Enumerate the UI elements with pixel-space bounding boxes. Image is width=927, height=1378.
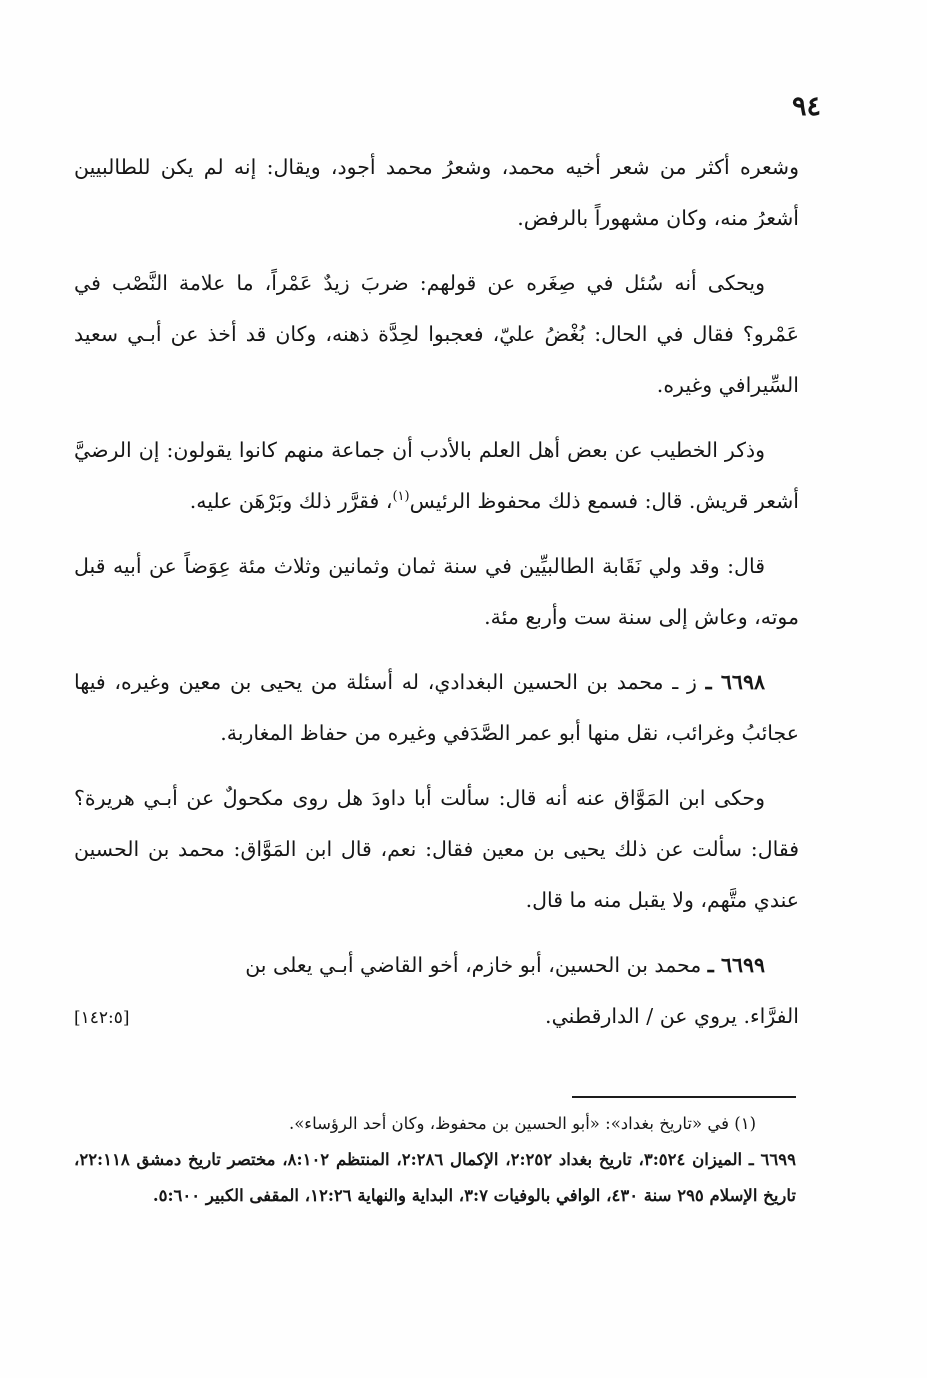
footnote-reference-1[interactable]: (١) — [392, 489, 410, 505]
paragraph-3 — [74, 425, 799, 527]
entry-6699-text: محمد بن الحسين، أبو خازم، أخو القاضي أبـي يعلى بن — [245, 953, 702, 977]
entry-6699-first-line — [74, 940, 799, 991]
footnotes — [74, 1106, 796, 1214]
paragraph-4: قال: وقد ولي نَقَابة الطالبيِّين في سنة ثمان وثمانين وثلاث مئة عِوَضاً عن أبيه قبل موته، وعاش إلى سنة ست وأربع مئة. — [74, 554, 799, 629]
entry-6699-number: ٦٦٩٩ ـ — [707, 953, 765, 977]
footnote-separator — [572, 1096, 796, 1098]
footnote-sources-6699: ٦٦٩٩ ـ الميزان ٣:٥٢٤، تاريخ بغداد ٢:٢٥٢، الإكمال ٢:٢٨٦، المنتظم ٨:١٠٢، مختصر تاريخ دمشق ٢٢:١١٨، تاريخ الإسلام ٢٩٥ سنة ٤٣٠، الوافي بالوفيات ٣:٧، البداية والنهاية ١٢:٢٦، المقفى الكبير ٥:٦٠٠. — [74, 1150, 796, 1205]
paragraph-3-text-after-note: ، فقرَّر ذلك وبَرْهَن عليه. — [189, 489, 393, 513]
paragraph-6: وحكى ابن المَوَّاق عنه أنه قال: سألت أبا داودَ هل روى مكحولٌ عن أبـي هريرة؟ فقال: سألت عن ذلك يحيى بن معين فقال: نعم، قال ابن المَوَّاق: محمد بن الحسين عندي متَّهم، ولا يقبل منه ما قال. — [74, 786, 799, 912]
footnote-1: (١) في «تاريخ بغداد»: «أبو الحسين بن محفوظ، وكان أحد الرؤساء». — [288, 1114, 756, 1133]
entry-6698-text: ز ـ محمد بن الحسين البغدادي، له أسئلة من يحيى بن معين وغيره، فيها عجائبُ وغرائب، نقل منها أبو عمر الصَّدَفي وغيره من حفاظ المغاربة. — [74, 670, 799, 745]
paragraph-3-text-before-note: وذكر الخطيب عن بعض أهل العلم بالأدب أن جماعة منهم كانوا يقولون: إن الرضيَّ أشعر قريش. قال: فسمع ذلك محفوظ الرئيس — [74, 438, 799, 513]
entry-6699 — [74, 940, 799, 1044]
paragraph-1: وشعره أكثر من شعر أخيه محمد، وشعرُ محمد أجود، ويقال: إنه لم يكن للطالبيين أشعرُ منه، وكان مشهوراً بالرفض. — [74, 155, 799, 230]
entry-6699-last-line — [74, 991, 799, 1044]
entry-6698-number: ٦٦٩٨ ـ — [705, 670, 765, 694]
main-text — [74, 142, 799, 1044]
entry-6698 — [74, 657, 799, 759]
original-page-reference: [١٤٢:٥] — [74, 1008, 130, 1028]
page-number: ٩٤ — [791, 91, 821, 122]
entry-6699-last-line-text: الفرَّاء. يروي عن / الدارقطني. — [545, 1004, 799, 1028]
paragraph-2: ويحكى أنه سُئل في صِغَره عن قولهم: ضربَ زيدٌ عَمْراً، ما علامة النَّصْب في عَمْرو؟ فقال في الحال: بُغْضُ عليّ، فعجبوا لحِدَّة ذهنه، وكان قد أخذ عن أبـي سعيد السِّيرافي وغيره. — [74, 271, 799, 397]
